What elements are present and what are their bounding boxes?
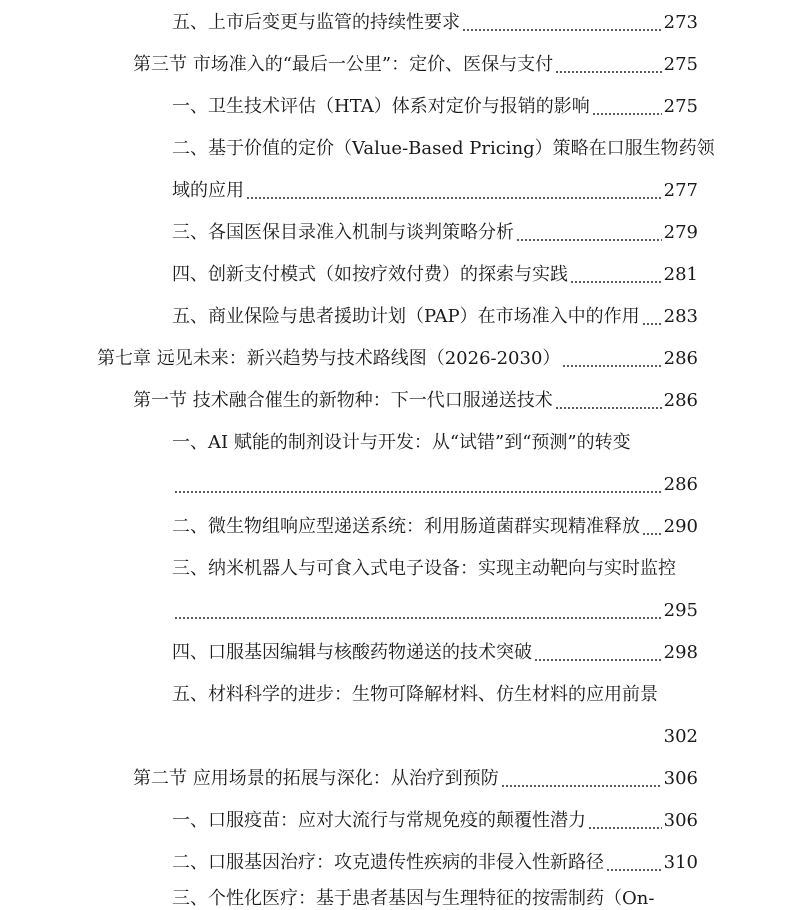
toc-chapter-title: 第七章 远见未来：新兴趋势与技术路线图（2026-2030） bbox=[97, 348, 561, 369]
toc-entry[interactable] bbox=[172, 634, 698, 664]
toc-entry-page: 279 bbox=[663, 222, 698, 243]
dot-leader bbox=[534, 642, 662, 664]
toc-entry-title: 五、商业保险与患者援助计划（PAP）在市场准入中的作用 bbox=[172, 306, 640, 327]
toc-entry-title: 三、个性化医疗：基于患者基因与生理特征的按需制药（On- bbox=[172, 888, 655, 909]
toc-entry-continuation[interactable] bbox=[172, 466, 698, 496]
toc-entry-continuation[interactable] bbox=[172, 718, 698, 748]
toc-entry-page: 283 bbox=[663, 306, 698, 327]
dot-leader bbox=[501, 768, 662, 790]
toc-entry-title: 一、卫生技术评估（HTA）体系对定价与报销的影响 bbox=[172, 96, 590, 117]
dot-leader bbox=[570, 264, 662, 286]
toc-section-title: 第二节 应用场景的拓展与深化：从治疗到预防 bbox=[133, 768, 499, 789]
dot-leader bbox=[642, 306, 662, 328]
toc-entry[interactable] bbox=[172, 214, 698, 244]
toc-section-entry[interactable] bbox=[133, 382, 698, 412]
toc-entry-page: 275 bbox=[663, 54, 698, 75]
dot-leader bbox=[246, 180, 662, 202]
toc-entry-first-line[interactable] bbox=[172, 424, 698, 454]
toc-entry[interactable] bbox=[172, 4, 698, 34]
dot-leader bbox=[555, 390, 662, 412]
toc-entry-title: 二、微生物组响应型递送系统：利用肠道菌群实现精准释放 bbox=[172, 516, 640, 537]
toc-section-title: 第一节 技术融合催生的新物种：下一代口服递送技术 bbox=[133, 390, 553, 411]
toc-entry-title: 五、材料科学的进步：生物可降解材料、仿生材料的应用前景 bbox=[172, 684, 658, 705]
toc-entry-page: 273 bbox=[663, 12, 698, 33]
toc-entry-page: 306 bbox=[663, 810, 698, 831]
toc-entry-continuation[interactable] bbox=[172, 172, 698, 202]
dot-leader bbox=[174, 474, 662, 496]
toc-entry-page: 281 bbox=[663, 264, 698, 285]
toc-entry-page: 298 bbox=[663, 642, 698, 663]
dot-leader bbox=[642, 516, 662, 538]
toc-entry[interactable] bbox=[172, 256, 698, 286]
toc-entry-page: 310 bbox=[663, 852, 698, 873]
toc-entry-page: 290 bbox=[663, 516, 698, 537]
toc-entry-page: 286 bbox=[663, 474, 698, 495]
toc-entry[interactable] bbox=[172, 844, 698, 874]
dot-leader bbox=[562, 348, 661, 370]
toc-entry[interactable] bbox=[172, 802, 698, 832]
toc-section-entry[interactable] bbox=[133, 760, 698, 790]
toc-section-entry[interactable] bbox=[133, 46, 698, 76]
toc-entry-title: 三、纳米机器人与可食入式电子设备：实现主动靶向与实时监控 bbox=[172, 558, 676, 579]
dot-leader bbox=[606, 852, 662, 874]
dot-leader bbox=[516, 222, 662, 244]
toc-entry-page: 286 bbox=[663, 348, 698, 369]
toc-entry[interactable] bbox=[172, 298, 698, 328]
toc-section-title: 第三节 市场准入的“最后一公里”：定价、医保与支付 bbox=[133, 54, 554, 75]
toc-entry-page: 306 bbox=[663, 768, 698, 789]
toc-entry-title: 五、上市后变更与监管的持续性要求 bbox=[172, 12, 460, 33]
toc-entry-title: 二、口服基因治疗：攻克遗传性疾病的非侵入性新路径 bbox=[172, 852, 604, 873]
toc-entry-continuation[interactable] bbox=[172, 592, 698, 622]
toc-entry-title: 二、基于价值的定价（Value-Based Pricing）策略在口服生物药领 bbox=[172, 138, 715, 159]
toc-entry-page: 277 bbox=[663, 180, 698, 201]
toc-entry-title: 域的应用 bbox=[172, 180, 244, 201]
toc-entry[interactable] bbox=[172, 88, 698, 118]
toc-chapter-entry[interactable] bbox=[97, 340, 698, 370]
toc-entry-page: 275 bbox=[663, 96, 698, 117]
toc-entry-page: 286 bbox=[663, 390, 698, 411]
toc-entry[interactable] bbox=[172, 508, 698, 538]
toc-entry-page: 302 bbox=[663, 726, 698, 747]
toc-entry-page: 295 bbox=[663, 600, 698, 621]
dot-leader bbox=[588, 810, 662, 832]
toc-entry-title: 四、创新支付模式（如按疗效付费）的探索与实践 bbox=[172, 264, 568, 285]
dot-leader bbox=[555, 54, 662, 76]
toc-entry-title: 一、口服疫苗：应对大流行与常规免疫的颠覆性潜力 bbox=[172, 810, 586, 831]
toc-entry-title: 一、AI 赋能的制剂设计与开发：从“试错”到“预测”的转变 bbox=[172, 432, 631, 453]
toc-entry-first-line[interactable] bbox=[172, 880, 698, 910]
dot-leader bbox=[174, 600, 662, 622]
toc-entry-title: 三、各国医保目录准入机制与谈判策略分析 bbox=[172, 222, 514, 243]
toc-entry-first-line[interactable] bbox=[172, 676, 698, 706]
toc-entry-first-line[interactable] bbox=[172, 130, 715, 160]
dot-leader bbox=[462, 12, 662, 34]
toc-entry-first-line[interactable] bbox=[172, 550, 698, 580]
toc-entry-title: 四、口服基因编辑与核酸药物递送的技术突破 bbox=[172, 642, 532, 663]
dot-leader bbox=[592, 96, 662, 118]
